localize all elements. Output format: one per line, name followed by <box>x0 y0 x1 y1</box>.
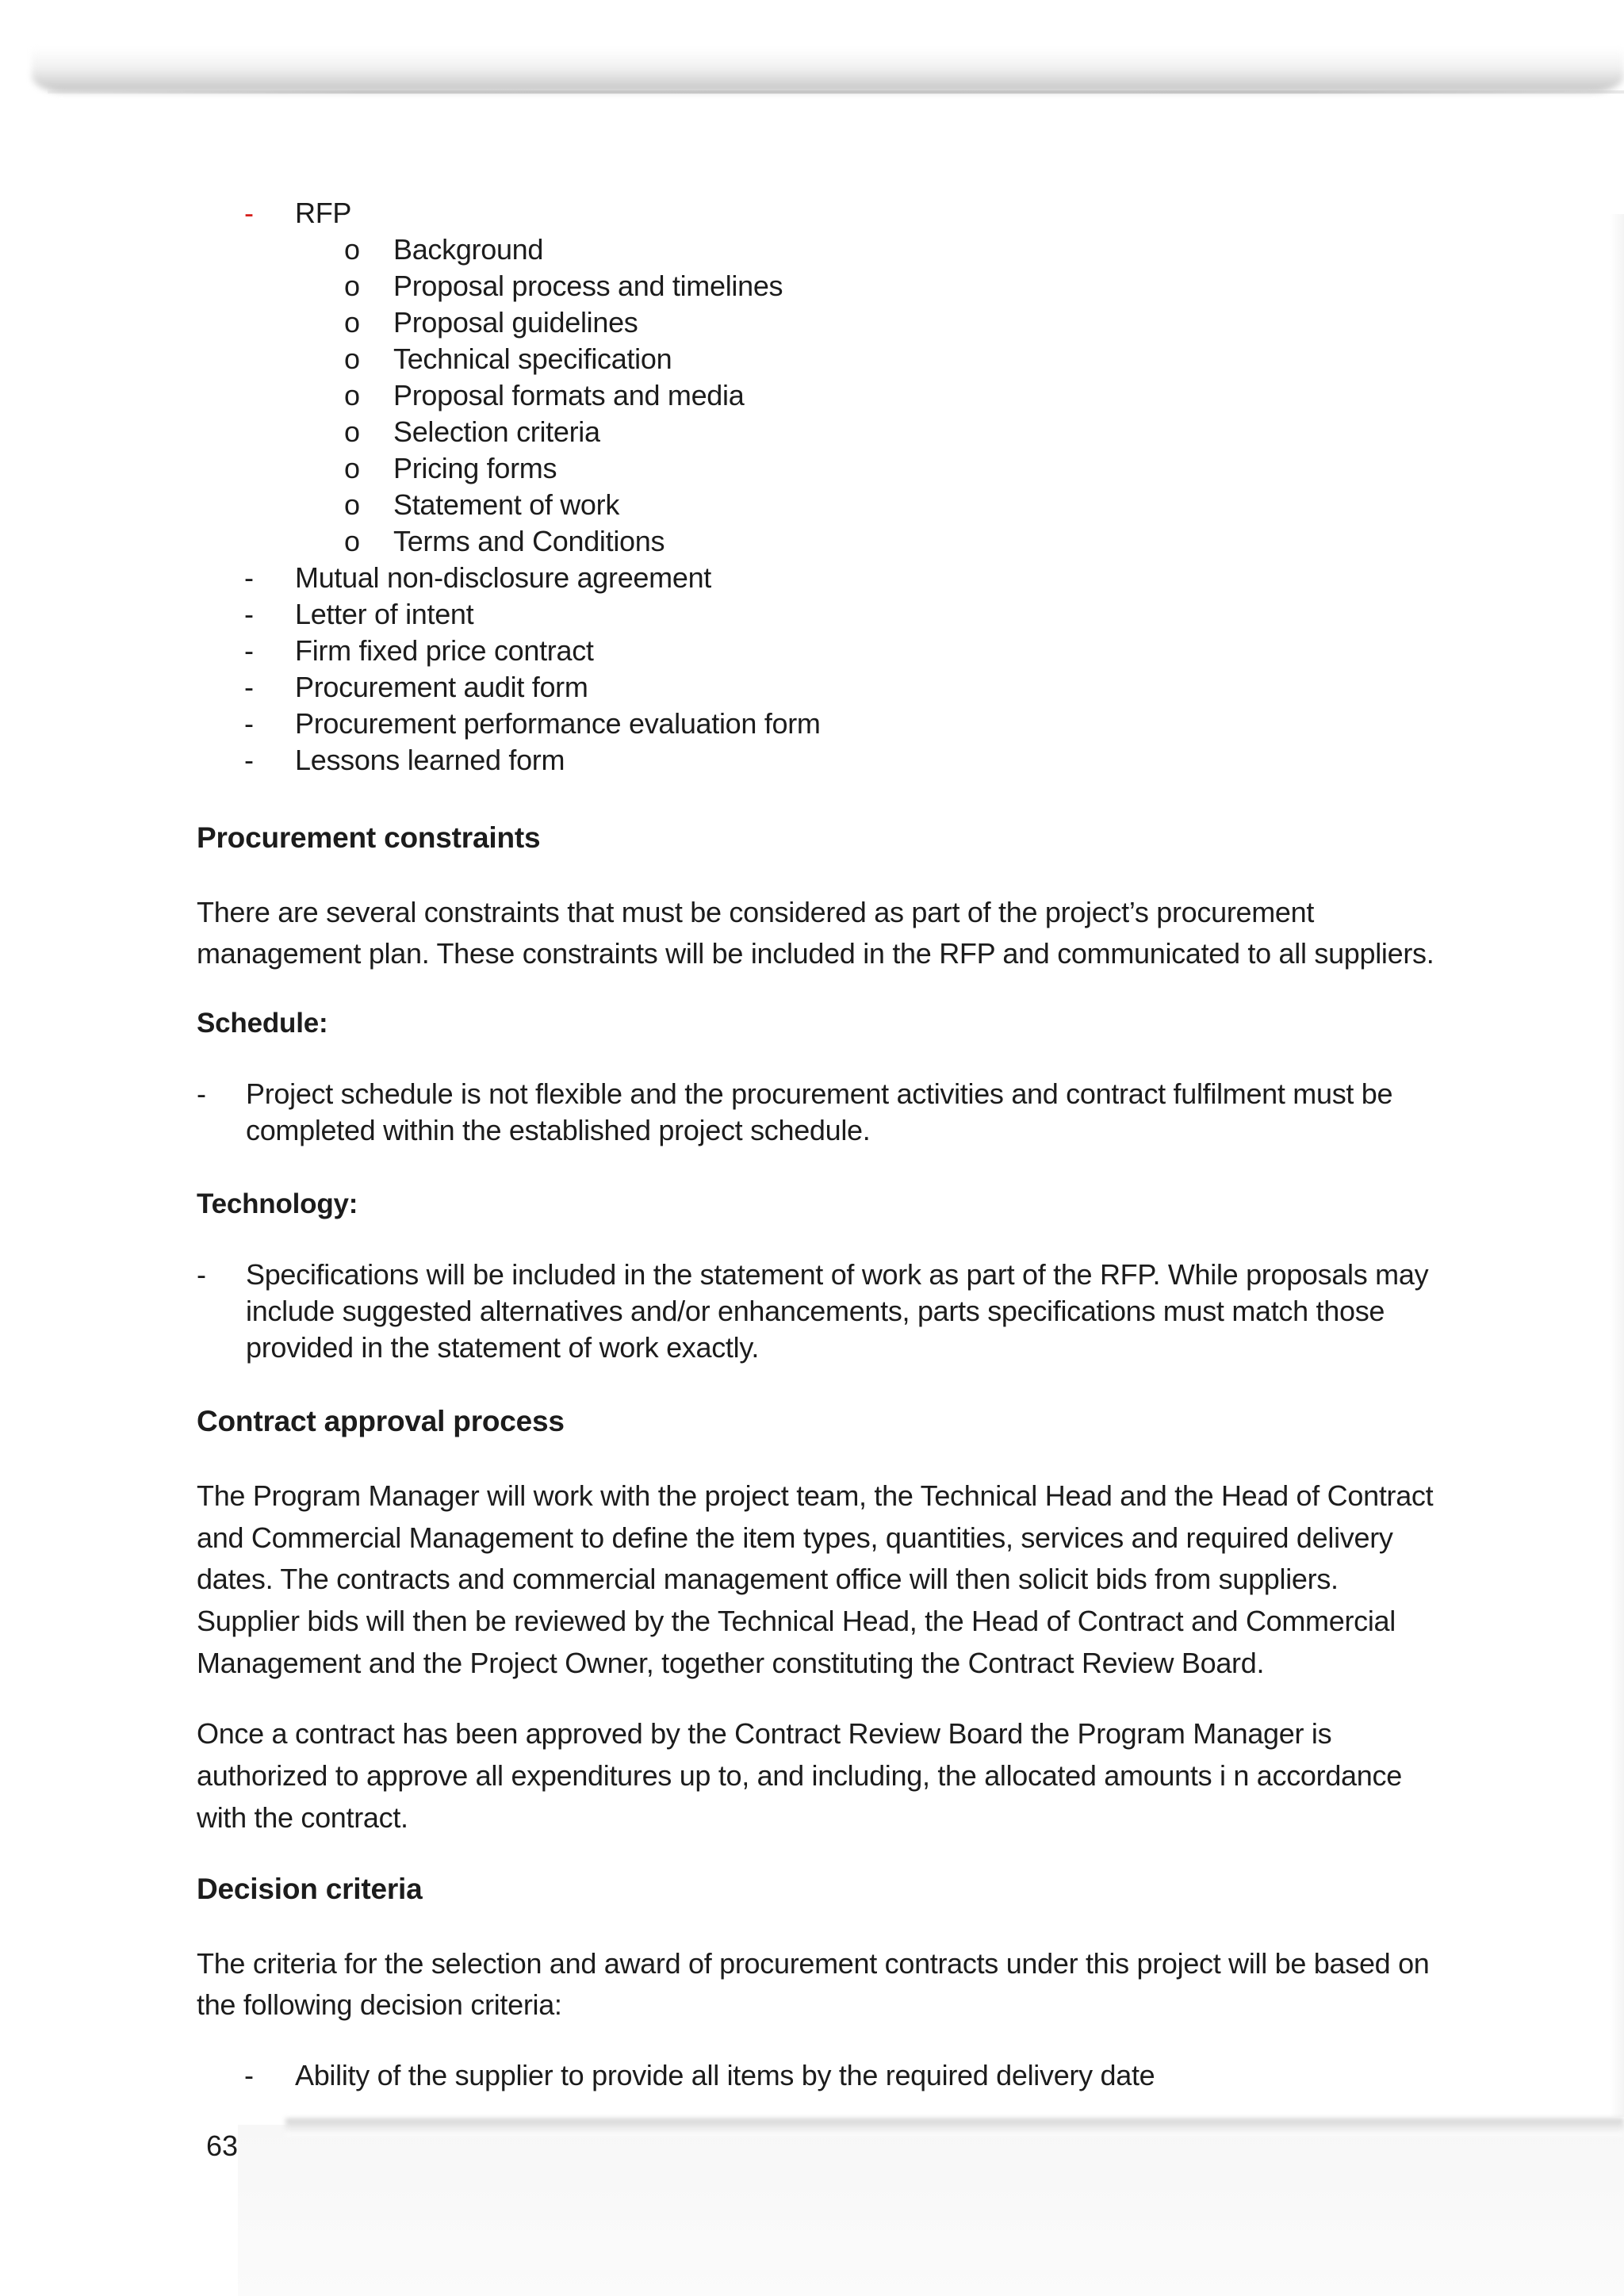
paragraph-line: Supplier bids will then be reviewed by the Technical Head, the Head of Contract and Commercial <box>197 1605 1396 1637</box>
list-dash: - <box>244 744 254 776</box>
rfp-section: Proposal process and timelines <box>393 270 783 302</box>
paragraph-line: Management and the Project Owner, together constituting the Contract Review Board. <box>197 1647 1265 1679</box>
list-dash: - <box>244 197 254 229</box>
page-number: 63 <box>206 2130 239 2162</box>
paragraph-line: Project schedule is not flexible and the procurement activities and contract fulfilment must be <box>246 1077 1393 1110</box>
subheading-technology: Technology: <box>197 1188 358 1219</box>
sub-bullet: o <box>344 525 361 557</box>
section-heading-procurement-constraints: Procurement constraints <box>197 821 541 854</box>
sub-bullet: o <box>344 306 361 339</box>
rfp-section: Proposal guidelines <box>393 306 638 339</box>
list-dash: - <box>244 707 254 740</box>
sub-bullet: o <box>344 488 361 521</box>
list-dash: - <box>244 598 254 630</box>
list-item: Mutual non-disclosure agreement <box>295 561 711 594</box>
rfp-item: RFP <box>295 197 352 229</box>
sub-bullet: o <box>344 233 361 266</box>
list-item: Procurement performance evaluation form <box>295 707 821 740</box>
list-item: Lessons learned form <box>295 744 565 776</box>
rfp-section: Statement of work <box>393 488 620 521</box>
sub-bullet: o <box>344 452 361 484</box>
sub-bullet: o <box>344 415 361 448</box>
sub-bullet: o <box>344 342 361 375</box>
rfp-section: Background <box>393 233 544 266</box>
paragraph-line: authorized to approve all expenditures up to, and including, the allocated amounts i n accordance <box>197 1759 1402 1792</box>
paragraph-line: include suggested alternatives and/or enhancements, parts specifications must match those <box>246 1295 1385 1327</box>
list-item: Firm fixed price contract <box>295 634 594 667</box>
rfp-section: Selection criteria <box>393 415 600 448</box>
list-dash: - <box>244 671 254 703</box>
sub-bullet: o <box>344 379 361 411</box>
subheading-schedule: Schedule: <box>197 1008 328 1039</box>
list-dash: - <box>244 2059 254 2091</box>
list-item: Ability of the supplier to provide all items by the required delivery date <box>295 2059 1155 2091</box>
list-dash: - <box>244 634 254 667</box>
list-dash: - <box>244 561 254 594</box>
list-dash: - <box>197 1077 206 1110</box>
paragraph-line: and Commercial Management to define the item types, quantities, services and required delivery <box>197 1521 1393 1554</box>
section-heading-contract-approval: Contract approval process <box>197 1405 565 1437</box>
paragraph-line: Once a contract has been approved by the Contract Review Board the Program Manager is <box>197 1717 1332 1750</box>
paragraph-line: dates. The contracts and commercial management office will then solicit bids from suppliers. <box>197 1563 1339 1595</box>
paragraph-line: The Program Manager will work with the project team, the Technical Head and the Head of Contract <box>197 1479 1434 1512</box>
paragraph-line: There are several constraints that must be considered as part of the project’s procurement <box>197 896 1315 928</box>
list-dash: - <box>197 1258 206 1291</box>
rfp-section: Terms and Conditions <box>393 525 665 557</box>
paragraph-line: provided in the statement of work exactly. <box>246 1331 760 1364</box>
paragraph-line: with the contract. <box>197 1801 408 1834</box>
paragraph-line: the following decision criteria: <box>197 1988 562 2021</box>
paragraph-line: completed within the established project schedule. <box>246 1114 871 1146</box>
list-item: Letter of intent <box>295 598 474 630</box>
rfp-section: Technical specification <box>393 342 672 375</box>
paragraph-line: Specifications will be included in the statement of work as part of the RFP. While proposals may <box>246 1258 1429 1291</box>
rfp-section: Pricing forms <box>393 452 557 484</box>
paragraph-line: The criteria for the selection and award of procurement contracts under this project will be based on <box>197 1947 1430 1980</box>
sub-bullet: o <box>344 270 361 302</box>
section-heading-decision-criteria: Decision criteria <box>197 1873 423 1905</box>
list-item: Procurement audit form <box>295 671 588 703</box>
paragraph-line: management plan. These constraints will be included in the RFP and communicated to all suppliers. <box>197 937 1434 970</box>
rfp-section: Proposal formats and media <box>393 379 745 411</box>
